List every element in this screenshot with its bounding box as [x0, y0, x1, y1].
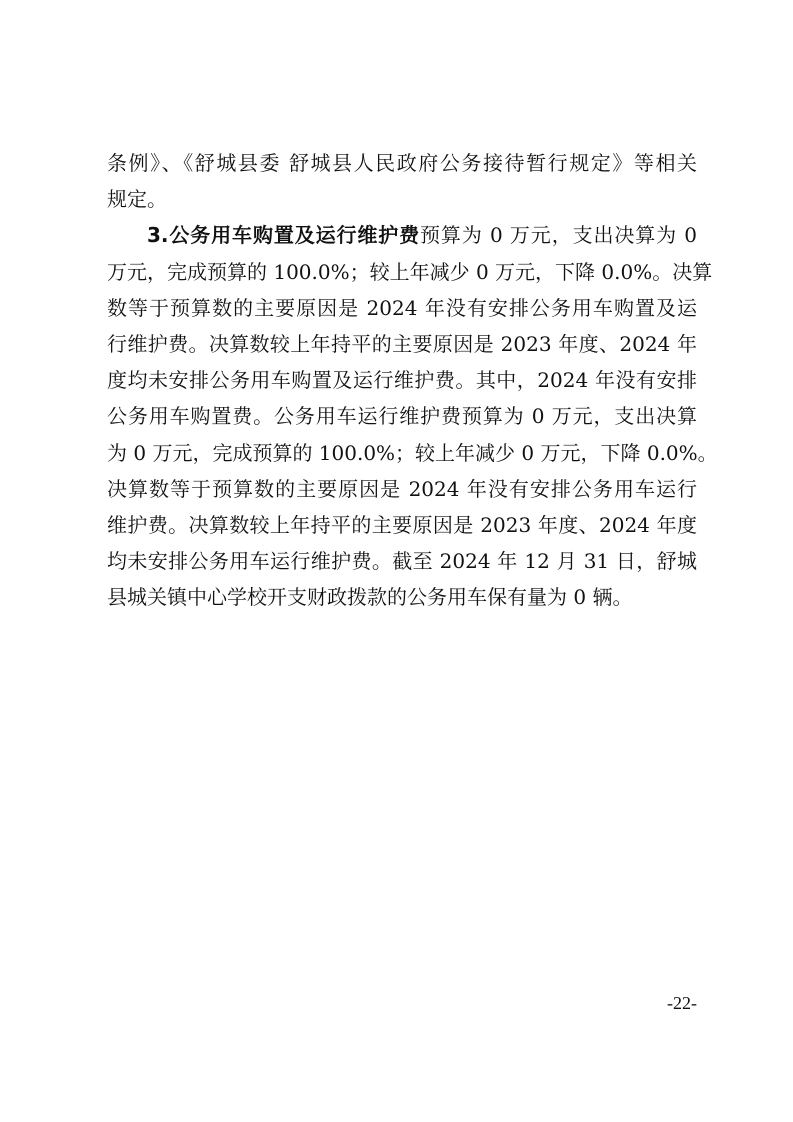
text-line [107, 217, 697, 253]
paragraph-vehicle-expenses [107, 217, 718, 615]
text-line: 条例》、《舒城县委 舒城县人民政府公务接待暂行规定》等相关 [107, 151, 697, 175]
text-line: 县城关镇中心学校开支财政拨款的公务用车保有量为 0 辆。 [107, 585, 633, 610]
text-line: 维护费。决算数较上年持平的主要原因是 2023 年度、2024 年度 [107, 512, 697, 537]
text-line: 公务用车购置费。公务用车运行维护费预算为 0 万元，支出决算 [107, 404, 697, 429]
document-body [107, 145, 718, 615]
text-line: 均未安排公务用车运行维护费。截至 2024 年 12 月 31 日，舒城 [107, 549, 697, 574]
paragraph-regulations [107, 145, 697, 217]
text-line: 数等于预算数的主要原因是 2024 年没有安排公务用车购置及运 [107, 295, 697, 320]
text-run: 预算为 0 万元，支出决算为 0 [420, 223, 697, 248]
section-heading: 3.公务用车购置及运行维护费 [147, 223, 421, 248]
text-line: 为 0 万元，完成预算的 100.0%；较上年减少 0 万元，下降 0.0%。 [107, 440, 718, 465]
text-line: 规定。 [107, 187, 167, 212]
text-line: 万元，完成预算的 100.0%；较上年减少 0 万元，下降 0.0%。决算 [107, 259, 713, 284]
text-line: 决算数等于预算数的主要原因是 2024 年没有安排公务用车运行 [107, 476, 697, 501]
text-line: 度均未安排公务用车购置及运行维护费。其中，2024 年没有安排 [107, 368, 697, 393]
page-number: -22- [667, 993, 697, 1013]
text-line: 行维护费。决算数较上年持平的主要原因是 2023 年度、2024 年 [107, 331, 697, 356]
